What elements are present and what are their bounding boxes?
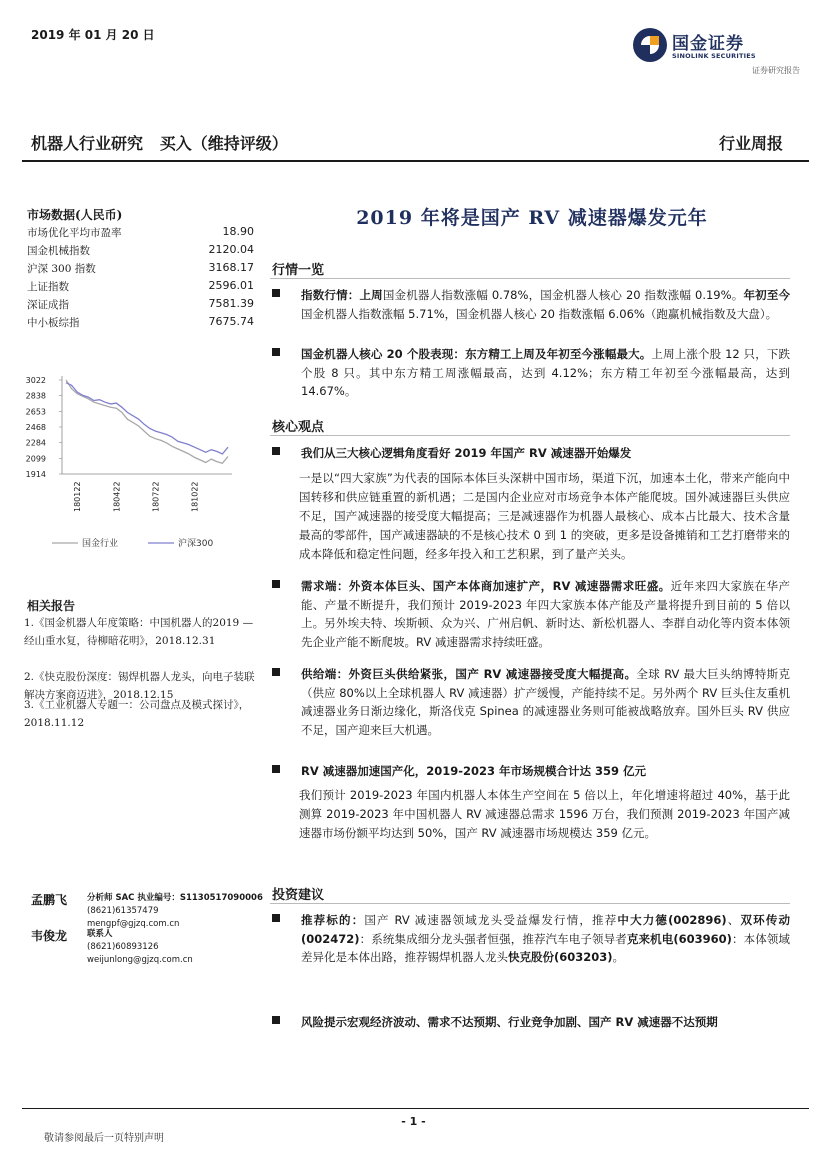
market-row: 深证成指 7581.39 xyxy=(27,297,254,311)
bullet-square-icon xyxy=(272,765,280,773)
related-report-item[interactable]: 2.《快克股份深度：锡焊机器人龙头，向电子装联解决方案商迈进》，2018.12.15 xyxy=(24,671,255,701)
y-tick-label: 2284 xyxy=(25,438,46,448)
logo-name: 国金证券 xyxy=(672,34,744,54)
report-type-label: 证券研究报告 xyxy=(752,66,800,75)
bullet-core-logic: 我们从三大核心逻辑角度看好 2019 年国产 RV 减速器开始爆发 xyxy=(272,444,790,463)
x-tick-label: 180422 xyxy=(112,481,122,512)
analyst-contact: 联系人 (8621)60893126 weijunlong@gjzq.com.cn xyxy=(87,929,193,965)
disclaimer-note: 敬请参阅最后一页特别声明 xyxy=(44,1133,164,1144)
market-row: 中小板综指 7675.74 xyxy=(27,315,254,329)
bullet-recommendations: 推荐标的：国产 RV 减速器领域龙头受益爆发行情，推荐中大力德(002896)、双环传动(002472)：系统集成细分龙头强者恒强，推荐汽车电子领导者克来机电(603960)：本体领域差异化是本体出路，推荐锡焊机器人龙头快克股份(603203)。 xyxy=(272,911,790,967)
bullet-square-icon xyxy=(272,580,280,588)
report-date: 2019 年 01 月 20 日 xyxy=(31,28,155,42)
report-title: 2019 年将是国产 RV 减速器爆发元年 xyxy=(356,207,708,229)
y-tick-label: 3022 xyxy=(25,376,46,385)
market-row: 沪深 300 指数 3168.17 xyxy=(27,261,254,275)
series-line-hs300 xyxy=(66,383,228,454)
related-report-item[interactable]: 1.《国金机器人年度策略：中国机器人的2019 — 经山重水复，待柳暗花明》，2018.12.31 xyxy=(24,617,254,647)
analyst-email[interactable]: mengpf@gjzq.com.cn xyxy=(87,919,180,929)
bullet-demand-side: 需求端：外资本体巨头、国产本体商加速扩产，RV 减速器需求旺盛。近年来四大家族在华产能、产量不断提升，我们预计 2019-2023 年四大家族本体产能及产量将提升到目前的 5 倍以上。另外埃夫特、埃斯顿、众为兴、广州启帆、新时达、新松机器人、李群自动化等内资本体领先企业产能不断爬坡。RV 减速器需求持续旺盛。 xyxy=(272,577,790,651)
index-trend-chart xyxy=(20,368,245,553)
section-heading-market: 行情一览 xyxy=(272,263,325,278)
x-tick-label: 180122 xyxy=(73,481,83,512)
x-tick-label: 180722 xyxy=(151,481,161,512)
bullet-square-icon xyxy=(272,348,280,356)
section-divider xyxy=(270,903,790,904)
x-tick-label: 181022 xyxy=(190,481,200,512)
market-size-paragraph: 我们预计 2019-2023 年国内机器人本体生产空间在 5 倍以上，年化增速将超过 40%，基于此测算 2019-2023 年中国机器人 RV 减速器总需求 1596 万台，我们预测 2019-2023 年国产减速器市场份额平均达到 50%，国产 RV 减速器市场规模达 359 亿元。 xyxy=(299,788,790,840)
market-row: 国金机械指数 2120.04 xyxy=(27,243,254,257)
market-row: 市场优化平均市盈率 18.90 xyxy=(27,225,254,239)
industry-rating-title: 机器人行业研究 买入（维持评级） xyxy=(31,134,288,153)
analyst-name: 韦俊龙 xyxy=(31,929,68,943)
legend-label: 沪深300 xyxy=(178,539,214,549)
header-divider xyxy=(22,160,809,162)
bullet-market-size: RV 减速器加速国产化，2019-2023 年市场规模合计达 359 亿元 xyxy=(272,762,790,781)
bullet-square-icon xyxy=(272,289,280,297)
bullet-core20-performance: 国金机器人核心 20 个股表现：东方精工上周及年初至今涨幅最大。上周上涨个股 12 只，下跌个股 8 只。其中东方精工周涨幅最高，达到 4.12%；东方精工年初至今涨幅最高，达到 14.67%。 xyxy=(272,345,790,401)
section-heading-investment: 投资建议 xyxy=(272,888,325,903)
y-tick-label: 2653 xyxy=(25,407,46,417)
y-tick-label: 2468 xyxy=(25,423,46,432)
bullet-index-performance: 指数行情：上周国金机器人指数涨幅 0.78%，国金机器人核心 20 指数涨幅 0.19%。年初至今国金机器人指数涨幅 5.71%，国金机器人核心 20 指数涨幅 6.06%（跑赢机械指数及大盘）。 xyxy=(272,286,790,323)
market-row: 上证指数 2596.01 xyxy=(27,279,254,293)
analyst-name: 孟鹏飞 xyxy=(31,893,68,907)
logo-english-name: SINOLINK SECURITIES xyxy=(672,52,756,60)
bullet-square-icon xyxy=(272,1016,280,1024)
y-tick-label: 2099 xyxy=(25,454,46,464)
related-reports-title: 相关报告 xyxy=(27,599,76,613)
bullet-supply-side: 供给端：外资巨头供给紧张，国产 RV 减速器接受度大幅提高。全球 RV 最大巨头纳博特斯克（供应 80%以上全球机器人 RV 减速器）扩产缓慢，产能持续不足。另外两个 RV 巨头住友重机减速器业务日渐边缘化，斯洛伐克 Spinea 的减速器业务则可能被战略放弃。国外巨头 RV 供应不足，国产迎来巨大机遇。 xyxy=(272,665,790,739)
section-divider xyxy=(270,278,790,279)
market-data-title: 市场数据(人民币) xyxy=(27,208,123,222)
report-category: 行业周报 xyxy=(718,134,783,153)
bullet-square-icon xyxy=(272,447,280,455)
section-divider xyxy=(270,435,790,436)
related-report-item[interactable]: 3.《工业机器人专题一：公司盘点及模式探讨》，2018.11.12 xyxy=(24,699,250,729)
legend-label: 国金行业 xyxy=(82,539,119,549)
bullet-risk-warning: 风险提示宏观经济波动、需求不达预期、行业竞争加剧、国产 RV 减速器不达预期 xyxy=(272,1013,790,1032)
bullet-square-icon xyxy=(272,914,280,922)
core-logic-paragraph: 一是以“四大家族”为代表的国际本体巨头深耕中国市场，渠道下沉，加速本土化，带来产能向中国转移和供应链重置的新机遇；二是国内企业应对市场竞争本体产能爬坡。国外减速器巨头供应不足，国产减速器的接受度大幅提高；三是减速器作为机器人最核心、成本占比最大、技术含量最高的零部件，国产减速器缺的不是核心技术 0 到 1 的突破，更多是设备摊销和工艺打磨带来的成本降低和稳定性问题，经多年投入和工艺积累，到了量产关头。 xyxy=(299,471,790,561)
y-tick-label: 2838 xyxy=(25,391,46,401)
footer-divider xyxy=(22,1108,809,1109)
section-heading-core-view: 核心观点 xyxy=(272,420,325,435)
y-tick-label: 1914 xyxy=(25,470,46,479)
bullet-square-icon xyxy=(272,668,280,676)
page-number: - 1 - xyxy=(401,1115,426,1128)
analyst-email[interactable]: weijunlong@gjzq.com.cn xyxy=(87,955,193,965)
analyst-contact: 分析师 SAC 执业编号：S1130517090006 (8621)61357479 mengpf@gjzq.com.cn xyxy=(87,893,263,929)
